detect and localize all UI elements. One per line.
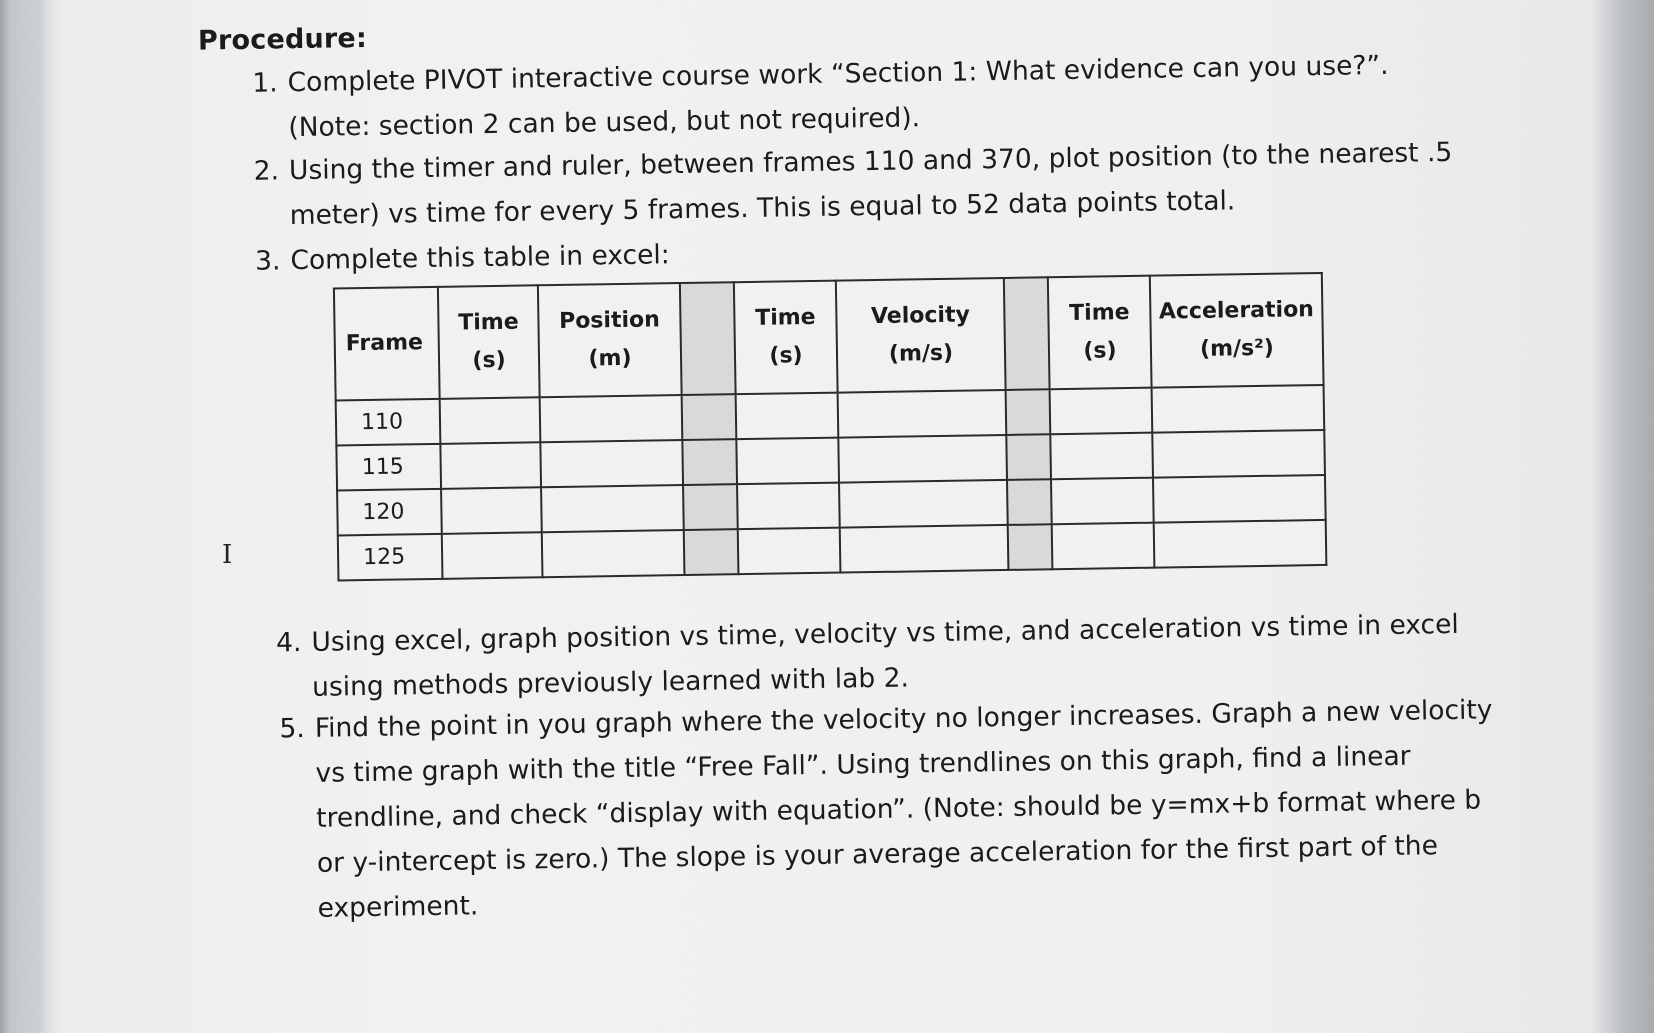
empty-cell: [542, 530, 685, 577]
step-text: Complete PIVOT interactive course work “Section 1: What evidence can you use?”.: [287, 49, 1389, 99]
header-frame: Frame: [334, 287, 440, 401]
step-text: trendline, and check “display with equation”. (Note: should be y=mx+b format where b: [315, 784, 1482, 834]
step-text: using methods previously learned with lab 2.: [311, 662, 910, 703]
step-text: Using the timer and ruler, between frames 110 and 370, plot position (to the nearest .5: [288, 136, 1453, 187]
spacer-cell: [682, 394, 737, 440]
empty-cell: [540, 395, 683, 442]
frame-cell: 110: [336, 399, 441, 446]
table-header-row: [334, 273, 1324, 401]
empty-cell: [540, 440, 683, 487]
empty-cell: [1051, 478, 1154, 525]
header-time-1: Time (s): [438, 285, 540, 399]
step-text: Find the point in you graph where the velocity no longer increases. Graph a new velocity: [314, 694, 1493, 744]
empty-cell: [737, 483, 840, 530]
step-number: 1.: [252, 67, 278, 99]
spacer-column: [680, 282, 736, 395]
empty-cell: [1052, 523, 1155, 570]
spacer-cell: [683, 484, 738, 530]
empty-cell: [1152, 430, 1325, 478]
header-position: Position (m): [538, 283, 682, 397]
empty-cell: [1050, 433, 1153, 480]
header-velocity: Velocity (m/s): [836, 278, 1006, 393]
empty-cell: [1154, 520, 1327, 568]
step-text: Complete this table in excel:: [290, 239, 670, 277]
spacer-cell: [1007, 479, 1052, 525]
frame-cell: 120: [337, 489, 442, 536]
text-cursor-icon: I: [222, 540, 233, 570]
step-text: (Note: section 2 can be used, but not required).: [288, 102, 921, 144]
step-text: experiment.: [317, 890, 479, 924]
step-text: vs time graph with the title “Free Fall”. Using trendlines on this graph, find a linear: [315, 740, 1411, 789]
step-text: or y-intercept is zero.) The slope is your average acceleration for the first part of the: [316, 830, 1439, 879]
spacer-cell: [1006, 389, 1051, 435]
spacer-cell: [684, 529, 739, 575]
empty-cell: [840, 525, 1009, 573]
spacer-cell: [682, 439, 737, 485]
empty-cell: [440, 442, 541, 489]
frame-cell: 125: [338, 534, 443, 581]
step-text: meter) vs time for every 5 frames. This is equal to 52 data points total.: [289, 185, 1236, 232]
spacer-cell: [1006, 434, 1051, 480]
empty-cell: [440, 397, 541, 444]
header-acceleration: Acceleration (m/s²): [1150, 273, 1324, 388]
empty-cell: [838, 390, 1007, 438]
step-number: 2.: [253, 155, 280, 187]
empty-cell: [541, 485, 684, 532]
empty-cell: [1152, 385, 1325, 433]
spacer-column: [1004, 277, 1050, 390]
empty-cell: [736, 438, 839, 485]
data-table: [333, 272, 1327, 582]
empty-cell: [1050, 388, 1153, 435]
header-time-2: Time (s): [734, 281, 838, 395]
empty-cell: [838, 435, 1007, 483]
step-number: 3.: [254, 245, 281, 277]
empty-cell: [441, 487, 542, 534]
spacer-cell: [1008, 524, 1053, 570]
empty-cell: [442, 532, 543, 579]
empty-cell: [736, 393, 839, 440]
header-time-3: Time (s): [1048, 276, 1152, 390]
frame-cell: 115: [336, 444, 441, 491]
empty-cell: [1153, 475, 1326, 523]
procedure-heading: Procedure:: [197, 22, 368, 57]
empty-cell: [738, 528, 841, 575]
empty-cell: [839, 480, 1008, 528]
step-number: 5.: [279, 713, 306, 745]
step-number: 4.: [275, 627, 302, 659]
step-text: Using excel, graph position vs time, velocity vs time, and acceleration vs time in excel: [311, 608, 1459, 658]
